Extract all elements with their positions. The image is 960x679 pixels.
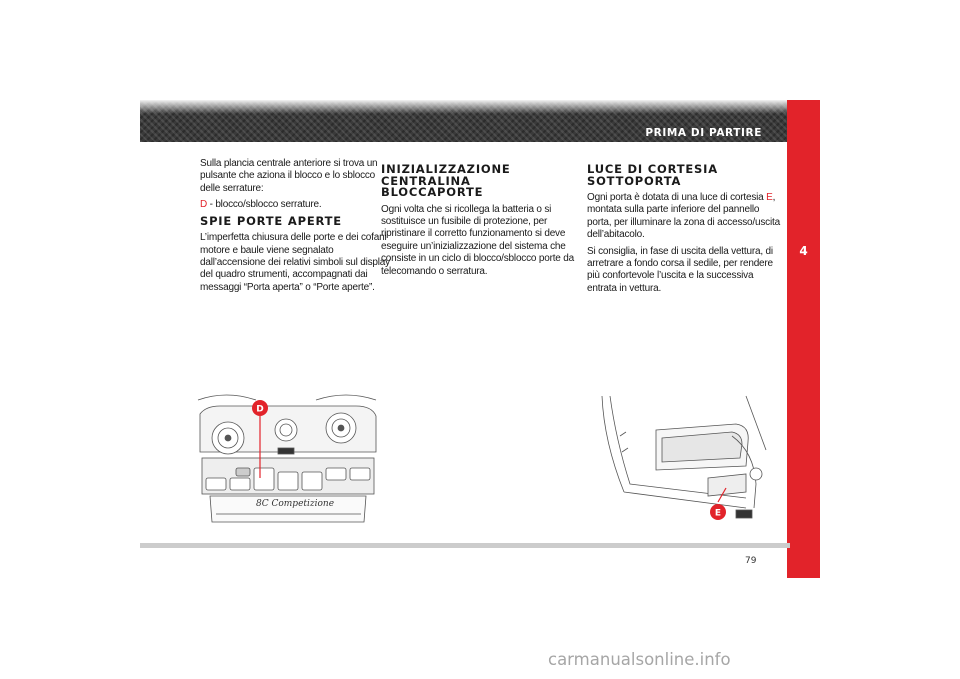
page-number: 79 bbox=[745, 556, 757, 566]
key-letter-d: D bbox=[200, 199, 208, 211]
column-2 bbox=[381, 164, 576, 282]
column3-p1: Ogni porta è dotata di una luce di cortesia E, montata sulla parte inferiore del pannello porta, per illuminare la zona di accesso/uscita dell’abitacolo. bbox=[587, 192, 780, 241]
heading-luce-cortesia: LUCE DI CORTESIA SOTTOPORTA bbox=[587, 162, 718, 188]
column-3 bbox=[587, 164, 782, 299]
header-band bbox=[140, 100, 790, 142]
callout-e-label: E bbox=[714, 508, 722, 519]
chapter-tab bbox=[787, 100, 820, 578]
column1-intro: Sulla plancia centrale anteriore si trova un pulsante che aziona il blocco e lo sblocco delle serrature: bbox=[200, 158, 378, 194]
footer-bar bbox=[140, 543, 790, 548]
key-letter-e: E bbox=[766, 192, 773, 203]
door-panel-figure bbox=[596, 392, 767, 527]
heading-spie-porte-aperte: SPIE PORTE APERTE bbox=[200, 213, 342, 228]
column3-p2: Si consiglia, in fase di uscita della vettura, di arretrare a fondo corsa il sedile, per rendere più confortevole l’uscita e la successiva entrata in vettura. bbox=[587, 245, 773, 294]
heading-inizializzazione: INIZIALIZZAZIONE CENTRALINA BLOCCAPORTE bbox=[381, 162, 511, 199]
column-1 bbox=[200, 158, 395, 298]
dashboard-console-figure bbox=[196, 392, 378, 527]
column2-body: Ogni volta che si ricollega la batteria o si sostituisce un fusibile di protezione, per ripristinare il corretto funzionamento si deve eseguire un’inizializzazione del sistema che consiste in un ciclo di blocco/sblocco porte da telecomando o serratura. bbox=[381, 203, 574, 277]
column1-body: L’imperfetta chiusura delle porte e dei cofani motore e baule viene segnalato dall’accensione dei relativi simboli sul display del quadro strumenti, accompagnati dai messaggi “Porta aperta” o “Porte aperte”. bbox=[200, 232, 390, 293]
chapter-number: 4 bbox=[799, 244, 808, 258]
callout-d-label: D bbox=[256, 404, 264, 415]
watermark-text: carmanualsonline.info bbox=[548, 650, 731, 669]
key-description: - blocco/sblocco serrature. bbox=[207, 199, 322, 211]
column1-key-line bbox=[200, 199, 395, 211]
section-title: PRIMA DI PARTIRE bbox=[645, 127, 762, 139]
badge-text: 8C Competizione bbox=[256, 499, 335, 509]
